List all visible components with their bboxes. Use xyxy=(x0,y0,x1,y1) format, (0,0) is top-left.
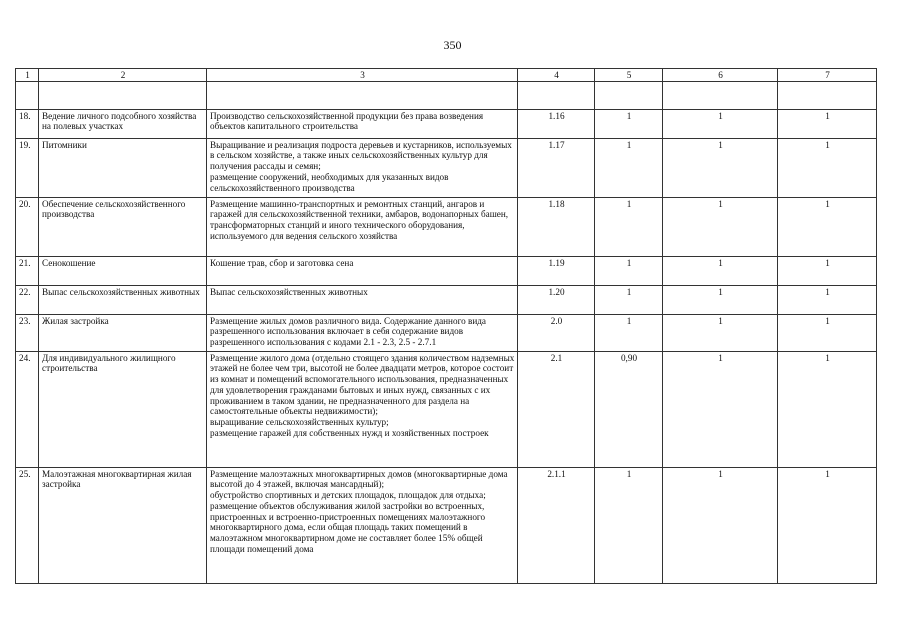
row-description: Размещение жилых домов различного вида. Содержание данного вида разрешенного использования включает в себя содержание видов разрешенного использования с кодами 2.1 - 2.3, 2.5 - 2.7.1 xyxy=(207,314,518,351)
row-description: Кошение трав, сбор и заготовка сена xyxy=(207,256,518,285)
row-col6: 1 xyxy=(663,285,778,314)
spacer-cell xyxy=(39,81,207,109)
row-number: 24. xyxy=(16,351,39,467)
row-col5: 1 xyxy=(595,197,663,256)
row-description: Производство сельскохозяйственной продукции без права возведения объектов капитального строительства xyxy=(207,109,518,138)
row-number: 23. xyxy=(16,314,39,351)
row-description: Выпас сельскохозяйственных животных xyxy=(207,285,518,314)
row-description: Размещение жилого дома (отдельно стоящего здания количеством надземных этажей не более чем три, высотой не более двадцати метров, которое состоит из комнат и помещений вспомогательного использования, предназначенных для удовлетворения гражданами бытовых и иных нужд, связанных с их проживанием в таком здании, не предназначенного для раздела на самостоятельные объекты недвижимости); выращивание сельскохозяйственных культур; размещение гаражей для собственных нужд и хозяйственных построек xyxy=(207,351,518,467)
row-name: Ведение личного подсобного хозяйства на полевых участках xyxy=(39,109,207,138)
row-code: 1.18 xyxy=(518,197,595,256)
row-code: 2.1.1 xyxy=(518,467,595,583)
row-col5: 1 xyxy=(595,138,663,197)
row-name: Сенокошение xyxy=(39,256,207,285)
row-col6: 1 xyxy=(663,467,778,583)
row-col6: 1 xyxy=(663,256,778,285)
header-cell: 5 xyxy=(595,69,663,82)
row-number: 18. xyxy=(16,109,39,138)
row-col7: 1 xyxy=(778,285,877,314)
row-description: Размещение малоэтажных многоквартирных домов (многоквартирные дома высотой до 4 этажей, включая мансардный); обустройство спортивных и детских площадок, площадок для отдыха; размещение объектов обслуживания жилой застройки во встроенных, пристроенных и встроенно-пристроенных помещениях малоэтажного многоквартирного дома, если общая площадь таких помещений в малоэтажном многоквартирном доме не составляет более 15% общей площади помещений дома xyxy=(207,467,518,583)
row-code: 1.20 xyxy=(518,285,595,314)
row-col5: 1 xyxy=(595,109,663,138)
land-use-table xyxy=(15,68,877,584)
table-header-row xyxy=(16,69,877,82)
row-description: Выращивание и реализация подроста деревьев и кустарников, используемых в сельском хозяйстве, а также иных сельскохозяйственных культур для получения рассады и семян; размещение сооружений, необходимых для указанных видов сельскохозяйственного производства xyxy=(207,138,518,197)
row-col5: 0,90 xyxy=(595,351,663,467)
row-number: 21. xyxy=(16,256,39,285)
row-name: Обеспечение сельскохозяйственного производства xyxy=(39,197,207,256)
row-code: 1.19 xyxy=(518,256,595,285)
row-code: 1.17 xyxy=(518,138,595,197)
row-col6: 1 xyxy=(663,197,778,256)
row-col7: 1 xyxy=(778,467,877,583)
spacer-cell xyxy=(207,81,518,109)
row-col7: 1 xyxy=(778,351,877,467)
row-col5: 1 xyxy=(595,256,663,285)
table-row xyxy=(16,109,877,138)
row-col6: 1 xyxy=(663,109,778,138)
row-number: 19. xyxy=(16,138,39,197)
row-code: 2.0 xyxy=(518,314,595,351)
header-cell: 6 xyxy=(663,69,778,82)
row-code: 2.1 xyxy=(518,351,595,467)
row-col6: 1 xyxy=(663,351,778,467)
row-col5: 1 xyxy=(595,467,663,583)
spacer-cell xyxy=(16,81,39,109)
spacer-cell xyxy=(595,81,663,109)
row-col6: 1 xyxy=(663,138,778,197)
row-col7: 1 xyxy=(778,256,877,285)
page-number: 350 xyxy=(443,38,462,52)
header-cell: 3 xyxy=(207,69,518,82)
spacer-cell xyxy=(778,81,877,109)
table-row xyxy=(16,256,877,285)
table-row xyxy=(16,314,877,351)
row-number: 22. xyxy=(16,285,39,314)
row-col7: 1 xyxy=(778,314,877,351)
row-col6: 1 xyxy=(663,314,778,351)
header-cell: 2 xyxy=(39,69,207,82)
spacer-cell xyxy=(518,81,595,109)
row-number: 25. xyxy=(16,467,39,583)
row-name: Выпас сельскохозяйственных животных xyxy=(39,285,207,314)
table-row xyxy=(16,351,877,467)
table-row xyxy=(16,197,877,256)
row-col7: 1 xyxy=(778,109,877,138)
row-description: Размещение машинно-транспортных и ремонтных станций, ангаров и гаражей для сельскохозяйственной техники, амбаров, водонапорных башен, трансформаторных станций и иного технического оборудования, используемого для ведения сельского хозяйства xyxy=(207,197,518,256)
header-cell: 7 xyxy=(778,69,877,82)
row-col7: 1 xyxy=(778,197,877,256)
header-cell: 1 xyxy=(16,69,39,82)
row-name: Жилая застройка xyxy=(39,314,207,351)
row-name: Малоэтажная многоквартирная жилая застройка xyxy=(39,467,207,583)
table-spacer-row xyxy=(16,81,877,109)
row-col7: 1 xyxy=(778,138,877,197)
header-cell: 4 xyxy=(518,69,595,82)
row-name: Питомники xyxy=(39,138,207,197)
spacer-cell xyxy=(663,81,778,109)
row-col5: 1 xyxy=(595,314,663,351)
row-col5: 1 xyxy=(595,285,663,314)
row-code: 1.16 xyxy=(518,109,595,138)
row-name: Для индивидуального жилищного строительства xyxy=(39,351,207,467)
row-number: 20. xyxy=(16,197,39,256)
table-row xyxy=(16,285,877,314)
table-row xyxy=(16,138,877,197)
table-row xyxy=(16,467,877,583)
